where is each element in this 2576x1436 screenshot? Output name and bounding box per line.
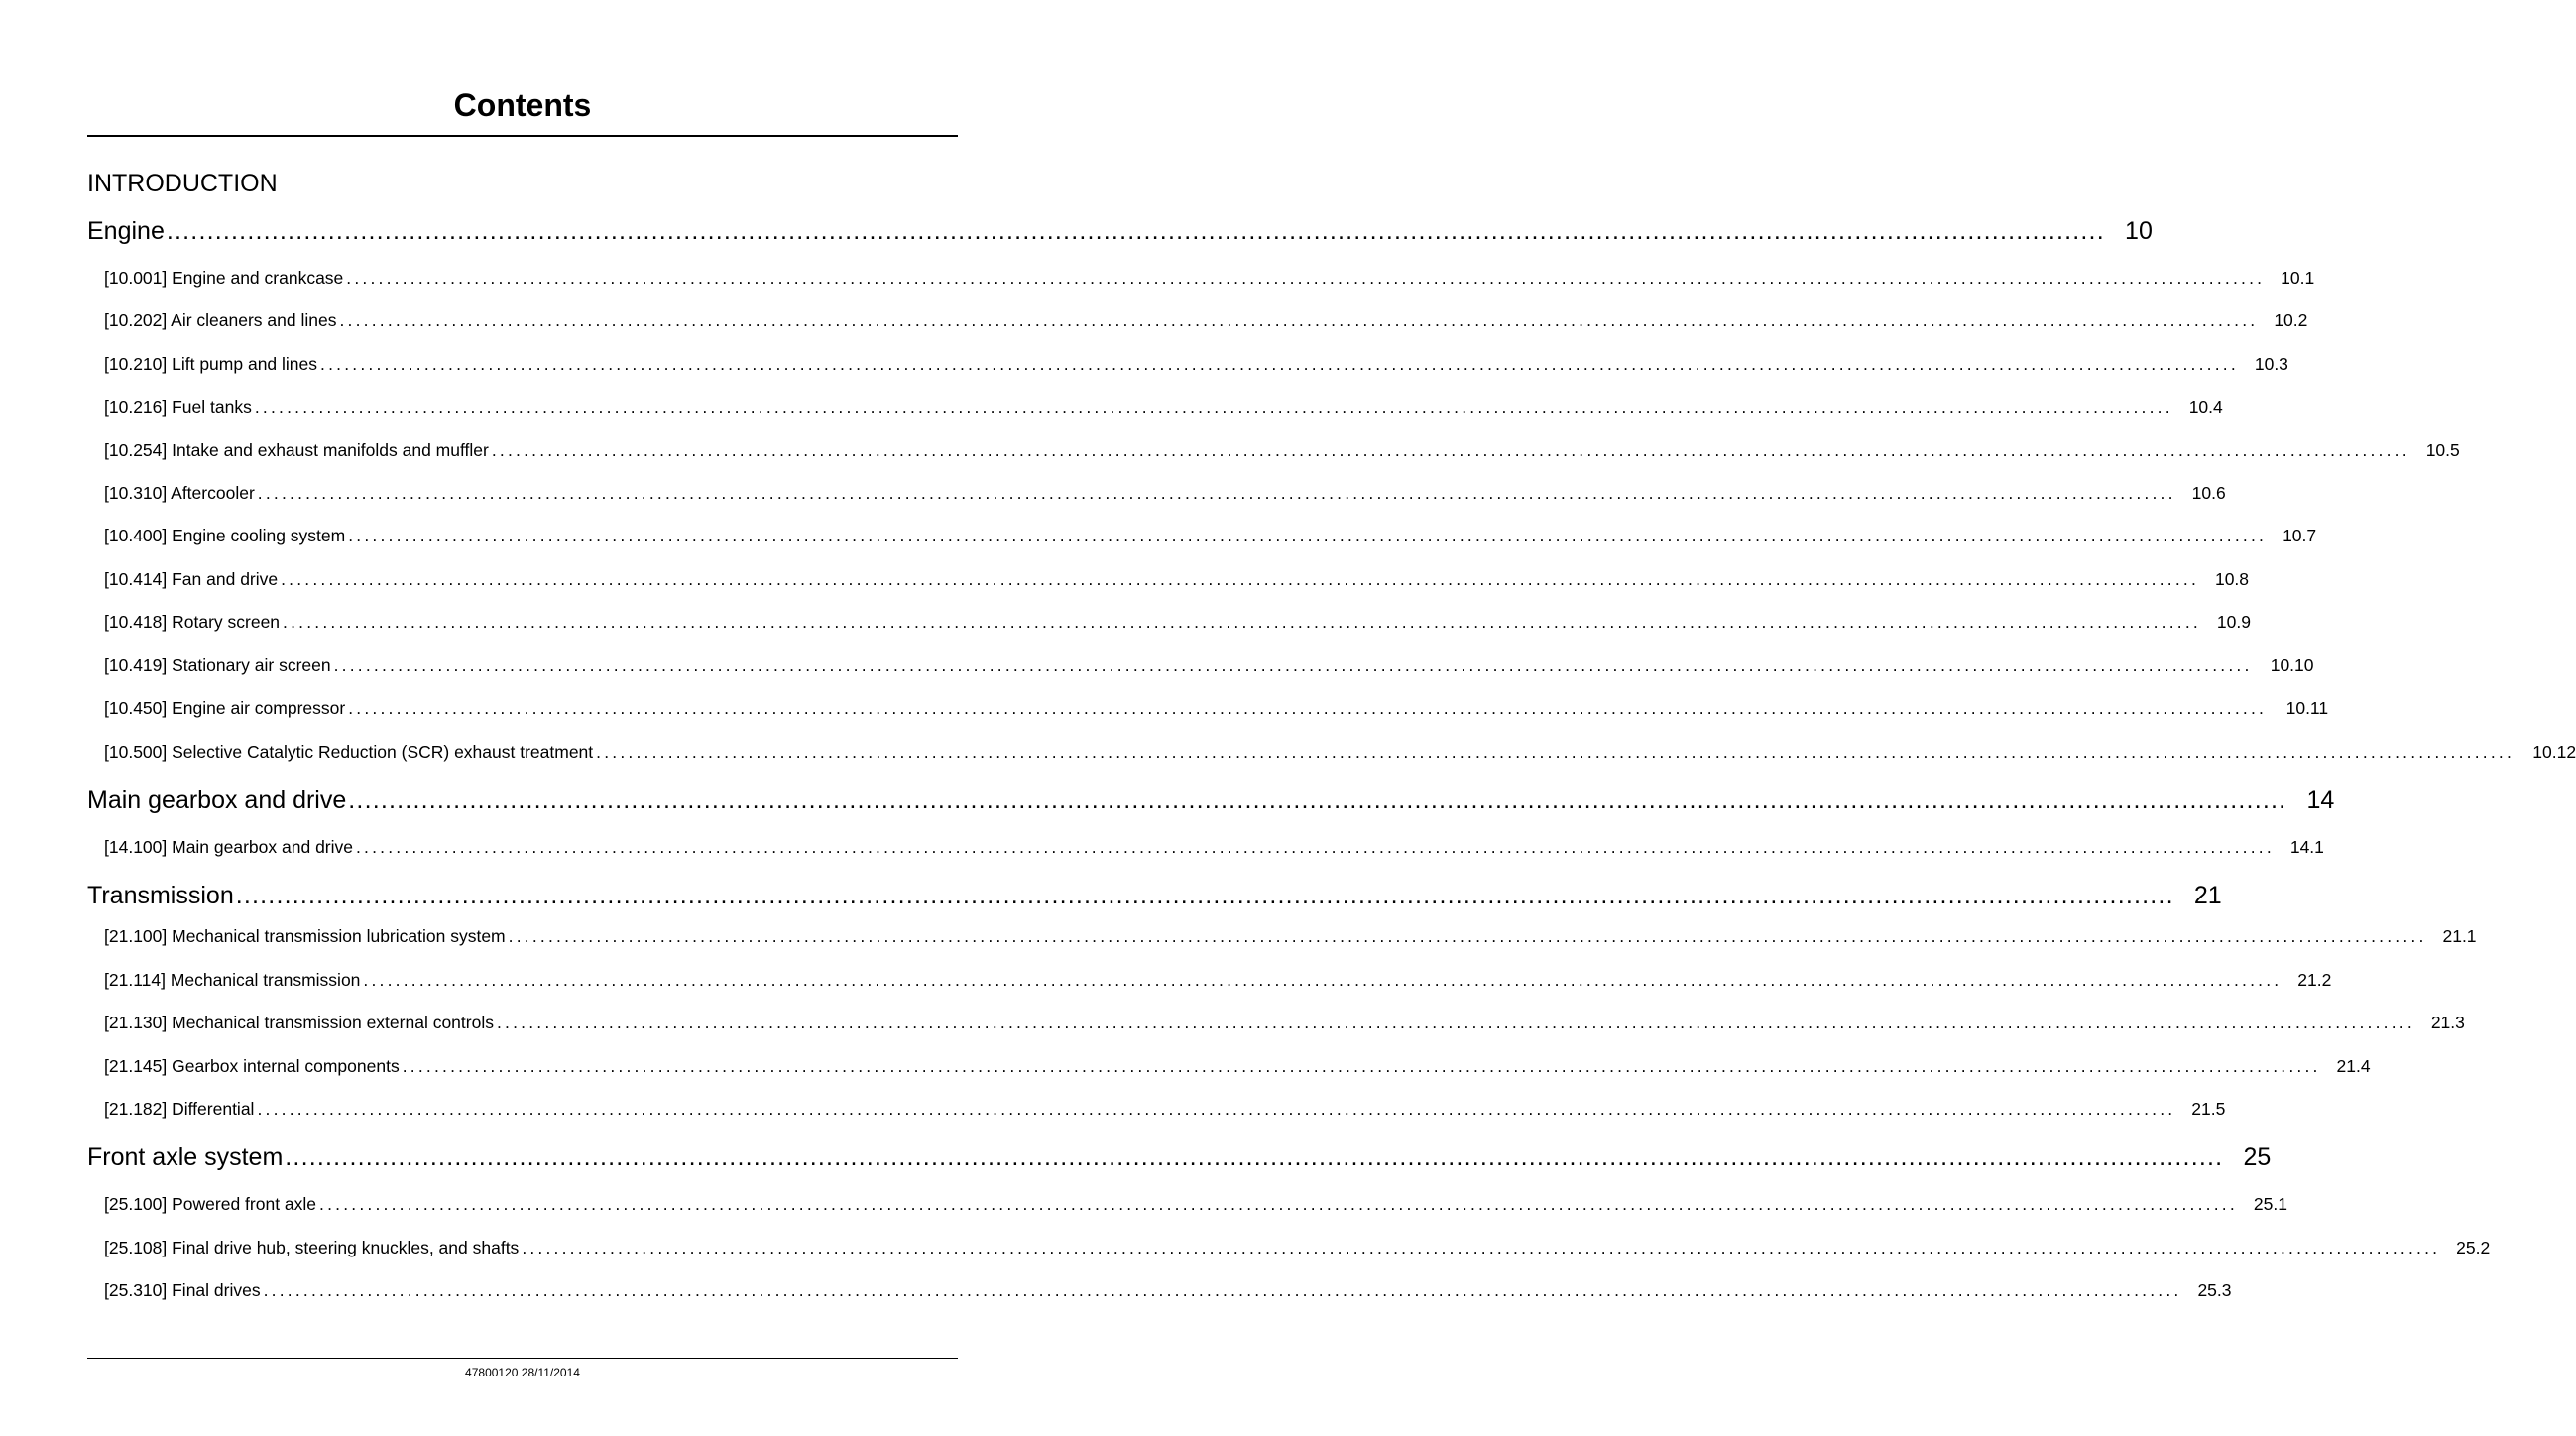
toc-entry-label: [21.130] Mechanical transmission external controls	[104, 1013, 494, 1032]
dot-leader: ................................................................................................................................................................................................................................................	[257, 1099, 2176, 1119]
toc-entry-label: [10.001] Engine and crankcase	[104, 268, 344, 288]
toc-entry-page: 10.2	[2274, 310, 2308, 330]
toc-entry-page: 21.1	[2442, 926, 2477, 946]
toc-entry-label: Engine	[87, 217, 165, 245]
toc-section-entry[interactable]	[104, 1278, 2232, 1302]
dot-leader: ................................................................................................................................................................................................................................................	[263, 1280, 2182, 1300]
toc-entry-page: 10.3	[2254, 354, 2288, 374]
toc-entry-page: 10.11	[2285, 698, 2329, 718]
toc-chapter-entry[interactable]	[87, 783, 2335, 817]
dot-leader: ................................................................................................................................................................................................................................................	[596, 742, 2516, 762]
toc-chapter-entry[interactable]	[87, 879, 2222, 912]
toc-entry-label: [21.145] Gearbox internal components	[104, 1056, 400, 1076]
dot-leader: ................................................................................................................................................................................................................................................	[281, 569, 2200, 589]
toc-chapter-entry[interactable]	[87, 214, 2153, 248]
toc-section-entry[interactable]	[104, 1011, 2465, 1034]
toc-entry-label: Main gearbox and drive	[87, 786, 347, 814]
dot-leader: ................................................................................................................................................................................................................................................	[235, 882, 2174, 909]
toc-section-entry[interactable]	[104, 395, 2223, 419]
toc-section-entry[interactable]	[104, 654, 2314, 677]
toc-section-entry[interactable]	[104, 610, 2251, 634]
toc-entry-page: 25	[2243, 1143, 2272, 1171]
toc-section-entry[interactable]	[104, 567, 2250, 591]
toc-entry-label: [10.450] Engine air compressor	[104, 698, 346, 718]
toc-entry-label: [10.400] Engine cooling system	[104, 526, 346, 545]
dot-leader: ................................................................................................................................................................................................................................................	[346, 268, 2266, 288]
toc-entry-label: Transmission	[87, 882, 234, 909]
dot-leader: ................................................................................................................................................................................................................................................	[254, 397, 2173, 417]
toc-entry-page: 10.4	[2188, 397, 2223, 417]
toc-entry-page: 21.2	[2297, 970, 2332, 990]
toc-entry-page: 21.3	[2430, 1013, 2465, 1032]
toc-entry-page: 25.1	[2253, 1194, 2287, 1214]
toc-entry-page: 10.1	[2281, 268, 2315, 288]
toc-entry-label: Front axle system	[87, 1143, 284, 1171]
toc-section-entry[interactable]	[104, 1097, 2226, 1121]
introduction-heading[interactable]: INTRODUCTION	[87, 170, 278, 197]
dot-leader: ................................................................................................................................................................................................................................................	[257, 483, 2176, 503]
dot-leader: ................................................................................................................................................................................................................................................	[348, 526, 2268, 545]
dot-leader: ................................................................................................................................................................................................................................................	[496, 1013, 2415, 1032]
toc-entry-page: 21	[2193, 882, 2222, 909]
toc-section-entry[interactable]	[104, 835, 2324, 859]
toc-section-entry[interactable]	[104, 266, 2315, 290]
toc-entry-label: [10.500] Selective Catalytic Reduction (SCR) exhaust treatment	[104, 742, 594, 762]
toc-entry-page: 14.1	[2289, 837, 2324, 857]
dot-leader: ................................................................................................................................................................................................................................................	[356, 837, 2275, 857]
toc-section-entry[interactable]	[104, 740, 2576, 764]
toc-entry-page: 10.7	[2283, 526, 2317, 545]
dot-leader: ................................................................................................................................................................................................................................................	[320, 354, 2239, 374]
dot-leader: ................................................................................................................................................................................................................................................	[166, 217, 2105, 245]
title-rule	[87, 135, 958, 137]
dot-leader: ................................................................................................................................................................................................................................................	[285, 1143, 2224, 1171]
toc-section-entry[interactable]	[104, 438, 2460, 462]
toc-entry-label: [10.310] Aftercooler	[104, 483, 255, 503]
toc-entry-label: [10.210] Lift pump and lines	[104, 354, 318, 374]
toc-entry-page: 10.12	[2532, 742, 2576, 762]
dot-leader: ................................................................................................................................................................................................................................................	[522, 1238, 2441, 1257]
dot-leader: ................................................................................................................................................................................................................................................	[508, 926, 2427, 946]
toc-entry-label: [21.182] Differential	[104, 1099, 255, 1119]
toc-section-entry[interactable]	[104, 696, 2329, 720]
toc-entry-page: 25.3	[2197, 1280, 2232, 1300]
toc-entry-page: 21.5	[2191, 1099, 2226, 1119]
toc-entry-page: 10.8	[2214, 569, 2250, 589]
toc-section-entry[interactable]	[104, 1054, 2371, 1078]
dot-leader: ................................................................................................................................................................................................................................................	[402, 1056, 2321, 1076]
dot-leader: ................................................................................................................................................................................................................................................	[348, 698, 2268, 718]
toc-entry-page: 25.2	[2456, 1238, 2491, 1257]
toc-section-entry[interactable]	[104, 524, 2317, 547]
toc-entry-label: [10.419] Stationary air screen	[104, 656, 331, 675]
page-footer: 47800120 28/11/2014	[465, 1366, 580, 1379]
toc-section-entry[interactable]	[104, 924, 2477, 948]
dot-leader: ................................................................................................................................................................................................................................................	[491, 440, 2410, 460]
toc-section-entry[interactable]	[104, 308, 2308, 332]
toc-entry-page: 10.6	[2191, 483, 2226, 503]
dot-leader: ................................................................................................................................................................................................................................................	[348, 786, 2287, 814]
toc-entry-page: 10.5	[2425, 440, 2460, 460]
toc-section-entry[interactable]	[104, 968, 2332, 992]
toc-section-entry[interactable]	[104, 481, 2226, 505]
toc-entry-label: [25.100] Powered front axle	[104, 1194, 317, 1214]
toc-entry-label: [10.202] Air cleaners and lines	[104, 310, 337, 330]
dot-leader: ................................................................................................................................................................................................................................................	[363, 970, 2283, 990]
toc-entry-label: [21.114] Mechanical transmission	[104, 970, 361, 990]
toc-entry-label: [10.216] Fuel tanks	[104, 397, 252, 417]
toc-entry-label: [25.108] Final drive hub, steering knuckles, and shafts	[104, 1238, 520, 1257]
toc-entry-label: [10.418] Rotary screen	[104, 612, 281, 632]
toc-section-entry[interactable]	[104, 1192, 2287, 1216]
dot-leader: ................................................................................................................................................................................................................................................	[319, 1194, 2238, 1214]
page-title: Contents	[453, 87, 592, 123]
toc-entry-page: 10	[2125, 217, 2153, 245]
toc-entry-label: [21.100] Mechanical transmission lubrication system	[104, 926, 506, 946]
dot-leader: ................................................................................................................................................................................................................................................	[339, 310, 2259, 330]
toc-chapter-entry[interactable]	[87, 1140, 2272, 1174]
toc-section-entry[interactable]	[104, 1236, 2491, 1259]
dot-leader: ................................................................................................................................................................................................................................................	[333, 656, 2253, 675]
toc-entry-label: [10.254] Intake and exhaust manifolds and muffler	[104, 440, 489, 460]
dot-leader: ................................................................................................................................................................................................................................................	[283, 612, 2201, 632]
toc-entry-label: [10.414] Fan and drive	[104, 569, 279, 589]
toc-entry-label: [14.100] Main gearbox and drive	[104, 837, 353, 857]
toc-entry-label: [25.310] Final drives	[104, 1280, 261, 1300]
toc-entry-page: 10.10	[2270, 656, 2314, 675]
toc-entry-page: 10.9	[2216, 612, 2251, 632]
footer-rule	[87, 1358, 958, 1359]
toc-entry-page: 21.4	[2336, 1056, 2371, 1076]
toc-section-entry[interactable]	[104, 352, 2288, 376]
toc-entry-page: 14	[2306, 786, 2335, 814]
